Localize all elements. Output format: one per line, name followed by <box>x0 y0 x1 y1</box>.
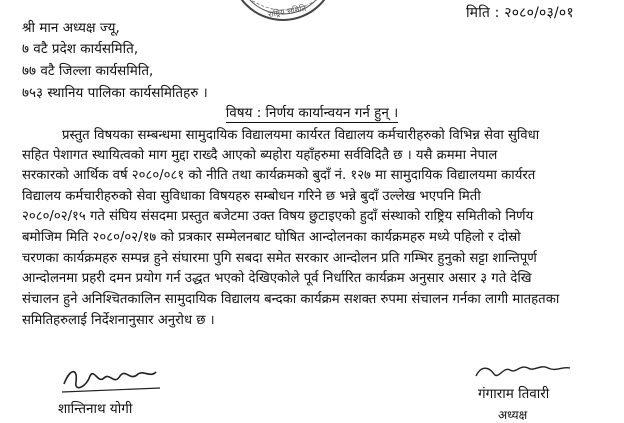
right-signature <box>470 360 580 384</box>
letter-date: मिति : २०८०/०३/०१ <box>466 5 574 21</box>
body-line-6: बमोजिम मिति २०८०/०२/१७ को प्रत्रकार सम्मेलनबाट घोषित आन्दोलनका कार्यक्रमहरु मध्ये पहिलो र दोस्रो <box>22 230 521 245</box>
subject-line <box>0 103 624 121</box>
body-line-9: संचालन हुने अनिश्चितकालिन सामुदायिक विद्यालय बन्दका कार्यक्रम सशक्त रुपमा संचालन गर्नका लागी मातहतका <box>22 292 560 307</box>
address-line-4: ७५३ स्थानिय पालिका कार्यसमितिहरु । <box>22 85 208 101</box>
body-line-7: चरणका कार्यक्रमहरु सम्पन्न हुने संघारमा पुगि सबदा समेत सरकार आन्दोलन प्रति गम्भिर हुनुको सट्टा शान्तिपूर्ण <box>22 251 537 266</box>
right-signatory-name: गंगाराम तिवारी <box>478 386 550 402</box>
body-line-10: समितिहरुलाई निर्देशनानुसार अनुरोध छ । <box>22 313 215 328</box>
address-line-2: ७ वटै प्रदेश कार्यसमिति, <box>22 41 139 57</box>
subject-text: विषय : निर्णय कार्यान्वयन गर्न हुन् । <box>225 105 399 121</box>
body-line-8: आन्दोलनमा प्रहरी दमन प्रयोग गर्न उद्धत भएको देखिएकोले पूर्व निर्धारित कार्यक्रम अनुसार असार ३ गते देखि <box>22 271 532 286</box>
body-line-3: सरकारको आर्थिक वर्ष २०८०/०८१ को नीति तथा कार्यक्रमको बुदाँ नं. १२७ मा सामुदायिक विद्यालयमा कार्यरत <box>22 168 536 183</box>
right-signatory-title: अध्यक्ष <box>498 408 528 422</box>
left-signature <box>60 362 170 396</box>
body-line-1: प्रस्तुत विषयका सम्बन्धमा सामुदायिक विद्यालयमा कार्यरत विद्यालय कर्मचारीहरुको विभिन्न सेवा सुविधा <box>62 128 540 143</box>
left-signatory-name: शान्तिनाथ योगी <box>58 401 133 417</box>
seal-text: राष्ट्रिय समिति <box>267 3 307 20</box>
address-line-1: श्री मान अध्यक्ष ज्यू, <box>22 20 120 36</box>
body-line-5: २०८०/०२/१५ गते संघिय संसदमा प्रस्तुत बजेटमा उक्त विषय छुटाइएको हुदाँ संस्थाको राष्ट्रिय समितीको निर्णय <box>22 209 534 224</box>
address-line-3: ७७ वटै जिल्ला कार्यसमिति, <box>22 63 154 79</box>
body-line-2: सहित पेशागत स्थायित्वको माग मुद्दा राख्दै आएको ब्यहोरा यहाँहरुमा सर्वविदितै छ । यसै क्रममा नेपाल <box>22 148 498 163</box>
body-line-4: विद्यालय कर्मचारीहरुको सेवा सुविधाका विषयहरु सम्बोधन गरिने छ भन्ने बुदाँ उल्लेख भएपनि मिती <box>22 189 481 204</box>
